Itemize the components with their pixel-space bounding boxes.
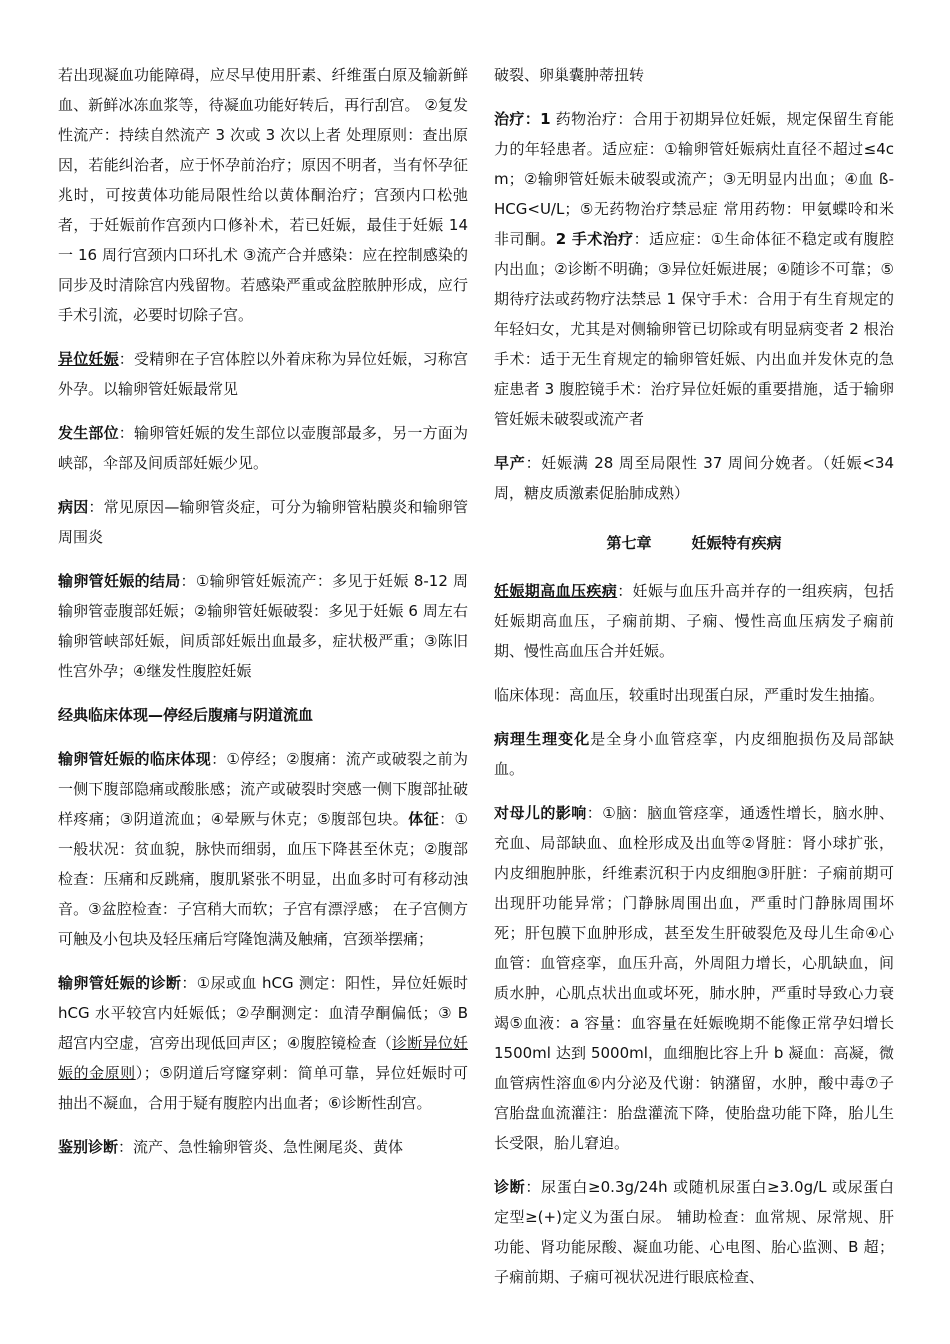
classic-presentation-heading: 经典临床体现—停经后腹痛与阴道流血 [58, 706, 314, 724]
maternal-fetal-effects-paragraph [494, 798, 894, 1158]
term-dx: 诊断 [494, 1178, 526, 1196]
chapter-title: 妊娠特有疾病 [691, 534, 782, 552]
paragraph-text: ：尿蛋白≥0.3g/24h 或随机尿蛋白≥3.0g/L 或尿蛋白定型≥(+)定义为蛋白尿。 辅助检查：血常规、尿常规、肝功能、肾功能尿酸、凝血功能、心电图、胎心监测、B 超；子痫前期、子痫可视状况进行眼底检查、 [494, 1178, 894, 1286]
paragraph-text: ：输卵管妊娠的发生部位以壶腹部最多，另一方面为峡部，伞部及间质部妊娠少见。 [58, 424, 468, 472]
treatment-colon: ： [524, 110, 541, 128]
outcome-paragraph [58, 566, 468, 686]
site-paragraph [58, 418, 468, 478]
paragraph-text: ）；⑤阴道后穹窿穿刺：简单可靠，异位妊娠时可抽出不凝血，合用于疑有腹腔内出血者；⑥诊断性刮宫。 [58, 1064, 468, 1112]
paragraph-text: ：妊娠满 28 周至局限性 37 周间分娩者。（妊娠<34 周，糖皮质激素促胎肺成熟） [494, 454, 894, 502]
paragraph-text: ：妊娠与血压升高并存的一组疾病，包括妊娠期高血压，子痫前期、子痫、慢性高血压病发子痫前期、慢性高血压合并妊娠。 [494, 582, 894, 660]
paragraph-text: ：①一般状况：贫血貌，脉快而细弱，血压下降甚至休克；②腹部检查：压痛和反跳痛，腹肌紧张不明显，出血多时可有移动浊音。③盆腔检查：子宫稍大而软；子宫有漂浮感； 在子宫侧方可触及小包块及轻压痛后穹隆饱满及触痛，宫颈举摆痛； [58, 810, 468, 948]
term-preterm: 早产 [494, 454, 526, 472]
term-sign: 体征 [408, 810, 440, 828]
right-column [494, 60, 894, 1306]
differential-continued: 破裂、卵巢囊肿蒂扭转 [494, 66, 645, 84]
term-clinical: 输卵管妊娠的临床体现 [58, 750, 212, 768]
term-surgery: 2 手术治疗 [555, 230, 634, 248]
ectopic-pregnancy-definition [58, 344, 468, 404]
treatment-paragraph [494, 104, 894, 434]
preterm-paragraph [494, 448, 894, 508]
paragraph-text: ：①尿或血 hCG 测定：阳性，异位妊娠时 hCG 水平较宫内妊娠低；②孕酮测定：血清孕酮偏低；③ B 超宫内空虚，宫旁出现低回声区；④腹腔镜检查（ [58, 974, 468, 1052]
term-effects: 对母儿的影响 [494, 804, 587, 822]
term-pathophysiology: 病理生理变化 [494, 730, 591, 748]
paragraph-text: 若出现凝血功能障碍，应尽早使用肝素、纤维蛋白原及输新鲜血、新鲜冰冻血浆等，待凝血功能好转后，再行刮宫。 ②复发性流产：持续自然流产 3 次或 3 次以上者 处理原则：查出原因，若能纠治者，应于怀孕前治疗；原因不明者，当有怀孕征兆时，可按黄体功能局限性给以黄体酮治疗；宫颈内口松弛者，于妊娠前作宫颈内口修补术，若已妊娠，最佳于妊娠 14 一 16 周行宫颈内口环扎术 ③流产合并感染：应在控制感染的同步及时清除宫内残留物。若感染严重或盆腔脓肿形成，应行手术引流，必要时切除子宫。 [58, 66, 468, 324]
term-ectopic-pregnancy: 异位妊娠 [58, 350, 119, 368]
dx-paragraph [494, 1172, 894, 1292]
pathophysiology-paragraph [494, 724, 894, 784]
term-site: 发生部位 [58, 424, 119, 442]
differential-paragraph [58, 1132, 468, 1162]
term-diagnosis: 输卵管妊娠的诊断 [58, 974, 182, 992]
paragraph-text: ：受精卵在子宫体腔以外着床称为异位妊娠，习称宫外孕。以输卵管妊娠最常见 [58, 350, 468, 398]
term-treatment: 治疗 [494, 110, 525, 128]
treatment-number: 1 [540, 110, 551, 128]
gold-standard-text: 诊断异位妊娠的金原则 [58, 1034, 468, 1082]
diagnosis-paragraph [58, 968, 468, 1118]
term-outcome: 输卵管妊娠的结局 [58, 572, 181, 590]
recurrent-abortion-paragraph [58, 60, 468, 330]
paragraph-text: 药物治疗：合用于初期异位妊娠，规定保留生育能力的年轻患者。适应症：①输卵管妊娠病灶直径不超过≤4cm；②输卵管妊娠未破裂或流产；③无明显内出血；④血 ß-HCG<U/L；⑤无药物治疗禁忌症 常用药物：甲氨蝶呤和米非司酮。 [494, 110, 894, 248]
paragraph-text: ：常见原因—输卵管炎症，可分为输卵管粘膜炎和输卵管周围炎 [58, 498, 468, 546]
clinical-manifestation-paragraph: 临床体现：高血压，较重时出现蛋白尿，严重时发生抽搐。 [494, 686, 885, 704]
term-cause: 病因 [58, 498, 89, 516]
hypertension-paragraph [494, 576, 894, 666]
paragraph-text: ：适应症：①生命体征不稳定或有腹腔内出血；②诊断不明确；③异位妊娠进展；④随诊不可靠；⑤期待疗法或药物疗法禁忌 1 保守手术：合用于有生育规定的年轻妇女，尤其是对侧输卵管已切除或有明显病变者 2 根治手术：适于无生育规定的输卵管妊娠、内出血并发休克的急症患者 3 腹腔镜手术：治疗异位妊娠的重要措施，适于输卵管妊娠未破裂或流产者 [494, 230, 894, 428]
term-hypertension: 妊娠期高血压疾病 [494, 582, 618, 600]
cause-paragraph [58, 492, 468, 552]
clinical-paragraph [58, 744, 468, 954]
paragraph-text: 是全身小血管痉挛，内皮细胞损伤及局部缺血。 [494, 730, 894, 778]
term-differential: 鉴别诊断 [58, 1138, 119, 1156]
paragraph-text: ：①停经；②腹痛：流产或破裂之前为一侧下腹部隐痛或酸胀感；流产或破裂时突感一侧下腹部扯破样疼痛；③阴道流血；④晕厥与休克；⑤腹部包块。 [58, 750, 468, 828]
chapter-heading [494, 528, 894, 558]
left-column [58, 60, 468, 1176]
chapter-number: 第七章 [606, 534, 652, 552]
paragraph-text: ：流产、急性输卵管炎、急性阑尾炎、黄体 [118, 1138, 404, 1156]
paragraph-text: ：①脑：脑血管痉挛，通透性增长，脑水肿、充血、局部缺血、血栓形成及出血等②肾脏：肾小球扩张，内皮细胞肿胀，纤维素沉积于内皮细胞③肝脏：子痫前期可出现肝功能异常；门静脉周围出血，严重时门静脉周围坏死；肝包膜下血肿形成，甚至发生肝破裂危及母儿生命④心血管：血管痉挛，血压升高，外周阻力增长，心肌缺血，间质水肿，心肌点状出血或坏死，肺水肿，严重时导致心力衰竭⑤血液：a 容量：血容量在妊娠晚期不能像正常孕妇增长 1500ml 达到 5000ml，血细胞比容上升 b 凝血：高凝，微血管病性溶血⑥内分泌及代谢：钠潴留，水肿，酸中毒⑦子宫胎盘血流灌注：胎盘灌流下降，使胎盘功能下降，胎儿生长受限，胎儿窘迫。 [494, 804, 894, 1152]
paragraph-text: ：①输卵管妊娠流产：多见于妊娠 8-12 周输卵管壶腹部妊娠；②输卵管妊娠破裂：多见于妊娠 6 周左右输卵管峡部妊娠，间质部妊娠出血最多，症状极严重；③陈旧性宫外孕；④继发性腹腔妊娠 [58, 572, 468, 680]
